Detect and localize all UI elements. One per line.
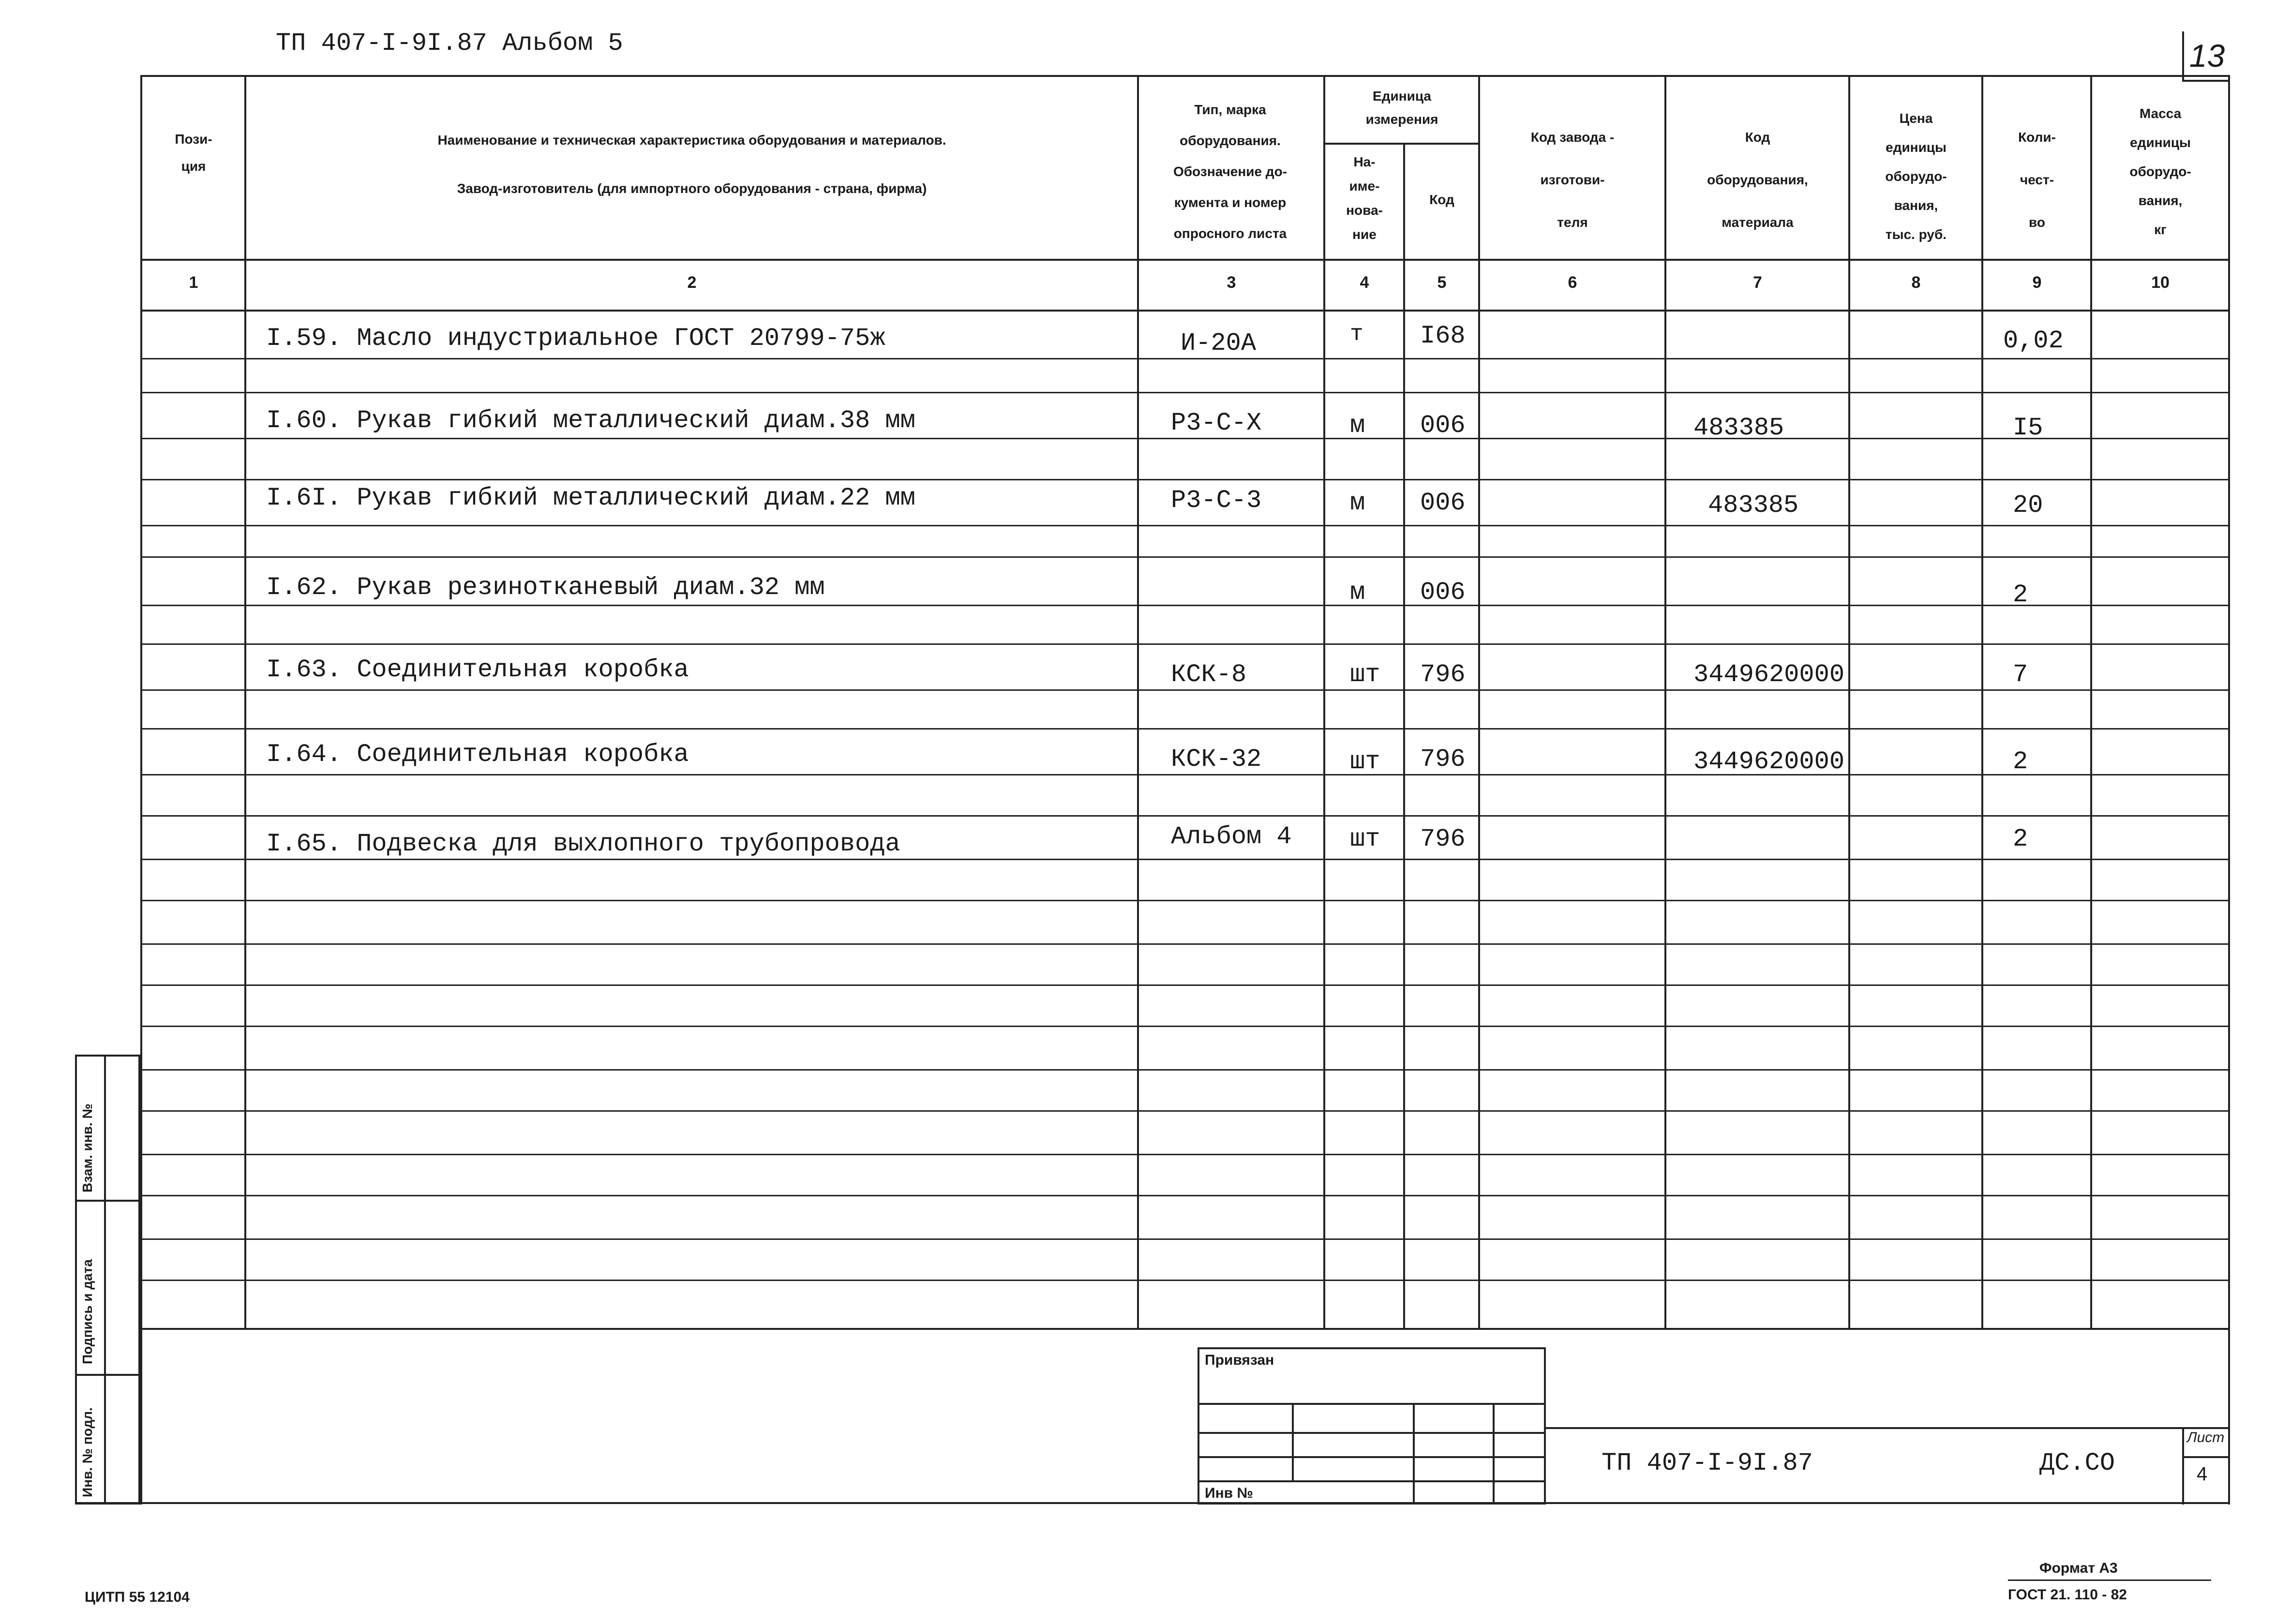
row-rule — [140, 1195, 2230, 1196]
row-6-name: I.64. Соединительная коробка — [266, 740, 689, 769]
row-rule — [140, 1069, 2230, 1071]
col-header-4: На- име- нова- ние — [1346, 154, 1383, 242]
row-7-unit: шт — [1350, 825, 1380, 853]
row-5-unit: шт — [1350, 660, 1380, 689]
header-line — [140, 259, 2230, 261]
row-rule — [140, 525, 2230, 526]
frame-top — [140, 75, 2230, 77]
col-num-2: 2 — [687, 273, 697, 292]
stamp-vline-3 — [1493, 1403, 1495, 1505]
row-5-equip-code: 3449620000 — [1693, 660, 1845, 689]
row-1-qty: 0,02 — [2003, 327, 2064, 355]
row-2-equip-code: 483385 — [1693, 414, 1784, 442]
privyazan-label: Привязан — [1205, 1352, 1274, 1368]
col-line-1 — [244, 75, 246, 1328]
page-number-box — [2182, 31, 2230, 82]
sheet-value: 4 — [2197, 1463, 2208, 1485]
frame-right — [2228, 75, 2230, 1505]
row-3-name: I.6I. Рукав гибкий металлический диам.22 мм — [266, 484, 915, 512]
row-rule — [140, 943, 2230, 945]
sidebar-inv: Инв. № подл. — [80, 1407, 95, 1497]
col-header-7: Код оборудования, материала — [1707, 130, 1808, 230]
doc-code-header: ТП 407-I-9I.87 Альбом 5 — [276, 29, 623, 58]
col-line-2 — [1137, 75, 1139, 1328]
sidebar-line-2 — [75, 1374, 140, 1376]
row-rule — [140, 605, 2230, 606]
col-num-7: 7 — [1753, 273, 1762, 292]
row-rule — [140, 984, 2230, 986]
footer-format: Формат А3 — [2039, 1560, 2118, 1576]
col-line-8 — [1981, 75, 1983, 1328]
sidebar-line-1 — [75, 1200, 140, 1202]
row-rule — [140, 1026, 2230, 1027]
row-3-unit-code: 006 — [1420, 489, 1466, 517]
sidebar-zam: Взам. инв. № — [80, 1103, 95, 1192]
footer-rule — [2008, 1579, 2211, 1581]
page-number: 13 — [2189, 38, 2225, 74]
sidebar-divider — [104, 1055, 106, 1505]
row-1-unit-code: I68 — [1420, 322, 1466, 350]
row-3-unit: м — [1350, 489, 1365, 517]
sheet-box-line — [2182, 1427, 2184, 1505]
footer-org: ЦИТП 55 12104 — [85, 1589, 190, 1605]
row-7-name: I.65. Подвеска для выхлопного трубопровода — [266, 830, 900, 858]
row-5-qty: 7 — [2013, 660, 2028, 689]
col-header-1: Пози- ция — [175, 132, 212, 174]
title-block-top — [1546, 1427, 2230, 1429]
body-bottom-line — [140, 1328, 2230, 1330]
row-rule — [140, 556, 2230, 558]
row-rule — [140, 479, 2230, 480]
frame-left — [140, 75, 142, 1505]
row-6-unit: шт — [1350, 747, 1380, 776]
row-3-type: Р3-С-3 — [1171, 486, 1262, 515]
col-line-7 — [1848, 75, 1850, 1328]
row-4-qty: 2 — [2013, 581, 2028, 609]
row-4-unit-code: 006 — [1420, 578, 1466, 607]
row-3-qty: 20 — [2013, 491, 2043, 520]
col-header-9: Коли- чест- во — [2018, 130, 2056, 230]
col-header-6: Код завода - изготови- теля — [1530, 130, 1615, 230]
stamp-vline-1 — [1292, 1403, 1294, 1480]
sheet-label: Лист — [2187, 1430, 2225, 1445]
row-rule — [140, 1238, 2230, 1240]
unit-group-header: Единица измерения — [1365, 89, 1438, 127]
col-num-3: 3 — [1227, 273, 1236, 292]
row-5-name: I.63. Соединительная коробка — [266, 656, 689, 684]
row-rule — [140, 643, 2230, 645]
stamp-sheet-code: ДС.СО — [2039, 1449, 2115, 1477]
row-6-qty: 2 — [2013, 747, 2028, 776]
col-header-3: Тип, марка оборудования. Обозначение до- кумента и номер опросного листа — [1173, 102, 1288, 241]
footer-gost: ГОСТ 21. 110 - 82 — [2008, 1587, 2127, 1603]
row-2-qty: I5 — [2013, 414, 2043, 442]
col-num-8: 8 — [1911, 273, 1921, 292]
row-rule — [140, 1154, 2230, 1155]
row-7-qty: 2 — [2013, 825, 2028, 853]
col-num-1: 1 — [189, 273, 198, 292]
unit-group-line — [1323, 143, 1478, 145]
row-4-unit: м — [1350, 578, 1365, 607]
frame-bottom — [75, 1502, 2230, 1504]
col-line-4 — [1403, 143, 1405, 1328]
row-7-type: Альбом 4 — [1171, 822, 1292, 851]
sheet-box-divider — [2182, 1456, 2230, 1458]
col-header-5: Код — [1429, 192, 1454, 207]
col-line-6 — [1664, 75, 1666, 1328]
row-2-name: I.60. Рукав гибкий металлический диам.38 мм — [266, 406, 915, 435]
col-header-2: Наименование и техническая характеристика оборудования и материалов. Завод-изготовитель (для импортного оборудования - страна, фирма) — [437, 133, 946, 196]
row-6-unit-code: 796 — [1420, 745, 1466, 774]
col-header-8: Цена единицы оборудо- вания, тыс. руб. — [1885, 111, 1947, 242]
row-1-unit: т — [1350, 322, 1363, 347]
row-rule — [140, 392, 2230, 393]
row-2-unit-code: 006 — [1420, 411, 1466, 440]
col-header-10: Масса единицы оборудо- вания, кг — [2129, 106, 2191, 237]
number-row-line — [140, 310, 2230, 312]
row-2-unit: м — [1350, 411, 1365, 440]
sidebar-podpis: Подпись и дата — [80, 1259, 95, 1364]
row-6-type: КСК-32 — [1171, 745, 1262, 774]
row-rule — [140, 774, 2230, 775]
col-line-5 — [1478, 75, 1480, 1328]
col-num-9: 9 — [2032, 273, 2042, 292]
col-num-6: 6 — [1568, 273, 1577, 292]
row-5-unit-code: 796 — [1420, 660, 1466, 689]
row-rule — [140, 815, 2230, 817]
stamp-doc-code: ТП 407-I-9I.87 — [1602, 1449, 1813, 1477]
inv-no-label: Инв № — [1205, 1485, 1253, 1501]
row-rule — [140, 900, 2230, 901]
row-rule — [140, 859, 2230, 860]
col-num-5: 5 — [1437, 273, 1447, 292]
row-rule — [140, 438, 2230, 439]
row-4-name: I.62. Рукав резинотканевый диам.32 мм — [266, 573, 825, 602]
col-num-10: 10 — [2151, 273, 2170, 292]
row-1-type: И-20А — [1181, 329, 1257, 358]
row-rule — [140, 1110, 2230, 1112]
row-3-equip-code: 483385 — [1708, 491, 1799, 520]
row-2-type: Р3-С-Х — [1171, 409, 1262, 437]
row-rule — [140, 728, 2230, 730]
row-rule — [140, 358, 2230, 359]
row-1-name: I.59. Масло индустриальное ГОСТ 20799-75ж — [266, 324, 885, 353]
stamp-vline-2 — [1413, 1403, 1415, 1505]
row-rule — [140, 689, 2230, 691]
col-line-9 — [2090, 75, 2092, 1328]
row-6-equip-code: 3449620000 — [1693, 747, 1845, 776]
row-7-unit-code: 796 — [1420, 825, 1466, 853]
col-line-3 — [1323, 75, 1325, 1328]
row-rule — [140, 1280, 2230, 1281]
row-5-type: КСК-8 — [1171, 660, 1247, 689]
col-num-4: 4 — [1360, 273, 1369, 292]
